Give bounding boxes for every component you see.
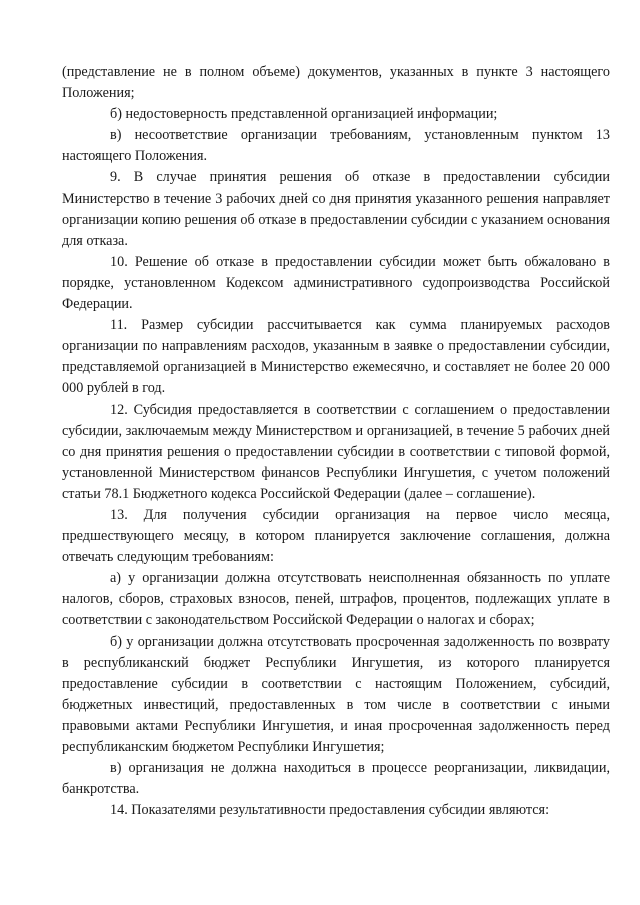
paragraph-13-requirements: 13. Для получения субсидии организация на первое число месяца, предшествующего месяцу, в котором планируется заключение соглашения, должна отвечать следующим требованиям: [62, 506, 610, 566]
paragraph-11-subsidy-amount: 11. Размер субсидии рассчитывается как сумма планируемых расходов организации по направлениям расходов, указанным в заявке о предоставлении субсидии, представляемой организацией в Министерство ежемесячно, и составляет не более 20 000 000 рублей в год. [62, 317, 610, 397]
paragraph-14-performance-indicators: 14. Показателями результативности предоставления субсидии являются: [110, 802, 550, 819]
paragraph-13a-taxes: а) у организации должна отсутствовать неисполненная обязанность по уплате налогов, сборов, страховых взносов, пеней, штрафов, процентов, подлежащих уплате в соответствии с законодательством Российской Федерации о налогах и сборах; [62, 570, 610, 629]
paragraph-item-b-unreliable-info: б) недостоверность представленной организацией информации; [110, 106, 498, 123]
paragraph-9-refusal-notice: 9. В случае принятия решения об отказе в предоставлении субсидии Министерство в течение 3 рабочих дней со дня принятия указанного решения направляет организации копию решения об отказе в предоставлении субсидии с указанием основания для отказа. [62, 169, 610, 249]
paragraph-13v-reorganization: в) организация не должна находиться в процессе реорганизации, ликвидации, банкротства. [62, 760, 610, 798]
paragraph-13b-debt: б) у организации должна отсутствовать просроченная задолженность по возврату в республиканский бюджет Республики Ингушетия, из которого планируется предоставление субсидии в соответствии с настоящим Положением, субсидий, бюджетных инвестиций, предоставленных в том числе в соответствии с иными правовыми актами Республики Ингушетия, и иная просроченная задолженность перед республиканским бюджетом Республики Ингушетия; [62, 633, 610, 755]
document-body [62, 62, 610, 821]
paragraph-continuation: (представление не в полном объеме) документов, указанных в пункте 3 настоящего Положения; [62, 64, 610, 102]
paragraph-12-agreement: 12. Субсидия предоставляется в соответствии с соглашением о предоставлении субсидии, заключаемым между Министерством и организацией, в течение 5 рабочих дней со дня принятия решения о предоставлении субсидии в соответствии с типовой формой, установленной Министерством финансов Республики Ингушетия, с учетом положений статьи 78.1 Бюджетного кодекса Российской Федерации (далее – соглашение). [62, 401, 610, 502]
paragraph-item-v-noncompliance: в) несоответствие организации требованиям, установленным пунктом 13 настоящего Положения. [62, 127, 610, 165]
paragraph-10-appeal: 10. Решение об отказе в предоставлении субсидии может быть обжаловано в порядке, установленном Кодексом административного судопроизводства Российской Федерации. [62, 253, 610, 313]
